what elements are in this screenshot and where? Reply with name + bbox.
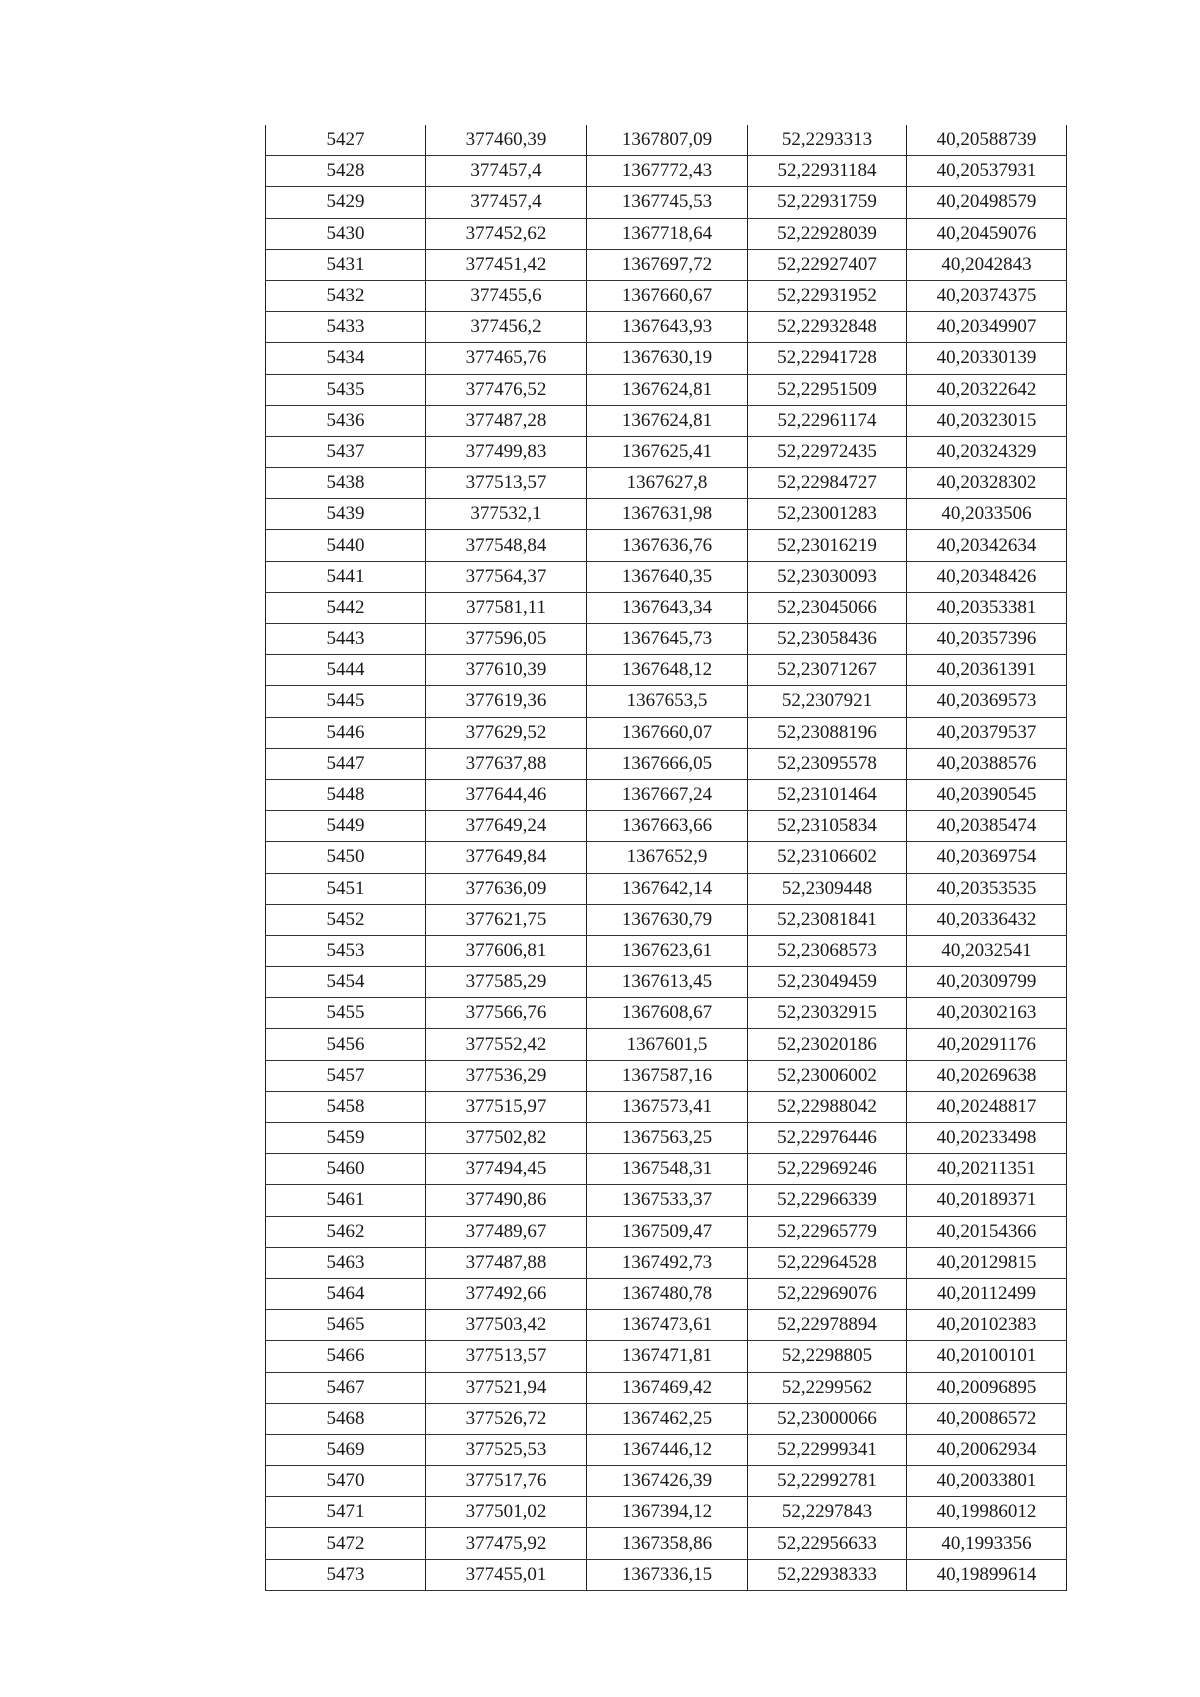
x-coordinate-cell: 377548,84	[426, 530, 587, 561]
table-row	[266, 218, 1067, 249]
y-coordinate-cell: 1367636,76	[587, 530, 748, 561]
latitude-cell: 52,23101464	[748, 779, 907, 810]
point-number-cell: 5455	[266, 998, 426, 1029]
table-row	[266, 561, 1067, 592]
longitude-cell: 40,20211351	[907, 1154, 1067, 1185]
latitude-cell: 52,2293313	[748, 125, 907, 156]
y-coordinate-cell: 1367627,8	[587, 468, 748, 499]
longitude-cell: 40,19899614	[907, 1559, 1067, 1590]
longitude-cell: 40,20498579	[907, 187, 1067, 218]
point-number-cell: 5457	[266, 1060, 426, 1091]
y-coordinate-cell: 1367473,61	[587, 1310, 748, 1341]
y-coordinate-cell: 1367667,24	[587, 779, 748, 810]
table-row	[266, 1372, 1067, 1403]
latitude-cell: 52,23106602	[748, 842, 907, 873]
latitude-cell: 52,23071267	[748, 655, 907, 686]
point-number-cell: 5467	[266, 1372, 426, 1403]
y-coordinate-cell: 1367608,67	[587, 998, 748, 1029]
y-coordinate-cell: 1367613,45	[587, 967, 748, 998]
longitude-cell: 40,20033801	[907, 1466, 1067, 1497]
table-body	[266, 125, 1067, 1590]
x-coordinate-cell: 377451,42	[426, 249, 587, 280]
y-coordinate-cell: 1367573,41	[587, 1091, 748, 1122]
y-coordinate-cell: 1367631,98	[587, 499, 748, 530]
longitude-cell: 40,20374375	[907, 280, 1067, 311]
y-coordinate-cell: 1367492,73	[587, 1247, 748, 1278]
x-coordinate-cell: 377455,6	[426, 280, 587, 311]
latitude-cell: 52,23045066	[748, 592, 907, 623]
longitude-cell: 40,20385474	[907, 811, 1067, 842]
point-number-cell: 5458	[266, 1091, 426, 1122]
table-row	[266, 436, 1067, 467]
point-number-cell: 5466	[266, 1341, 426, 1372]
latitude-cell: 52,23016219	[748, 530, 907, 561]
table-row	[266, 655, 1067, 686]
x-coordinate-cell: 377564,37	[426, 561, 587, 592]
table-row	[266, 405, 1067, 436]
point-number-cell: 5433	[266, 312, 426, 343]
y-coordinate-cell: 1367645,73	[587, 624, 748, 655]
x-coordinate-cell: 377610,39	[426, 655, 587, 686]
x-coordinate-cell: 377566,76	[426, 998, 587, 1029]
latitude-cell: 52,22988042	[748, 1091, 907, 1122]
point-number-cell: 5463	[266, 1247, 426, 1278]
point-number-cell: 5461	[266, 1185, 426, 1216]
x-coordinate-cell: 377502,82	[426, 1123, 587, 1154]
latitude-cell: 52,22938333	[748, 1559, 907, 1590]
table-row	[266, 1247, 1067, 1278]
point-number-cell: 5444	[266, 655, 426, 686]
x-coordinate-cell: 377476,52	[426, 374, 587, 405]
x-coordinate-cell: 377475,92	[426, 1528, 587, 1559]
point-number-cell: 5453	[266, 935, 426, 966]
point-number-cell: 5445	[266, 686, 426, 717]
table-row	[266, 998, 1067, 1029]
longitude-cell: 40,20353381	[907, 592, 1067, 623]
latitude-cell: 52,23105834	[748, 811, 907, 842]
x-coordinate-cell: 377637,88	[426, 748, 587, 779]
latitude-cell: 52,22969246	[748, 1154, 907, 1185]
longitude-cell: 40,20342634	[907, 530, 1067, 561]
latitude-cell: 52,22928039	[748, 218, 907, 249]
latitude-cell: 52,23000066	[748, 1403, 907, 1434]
y-coordinate-cell: 1367652,9	[587, 842, 748, 873]
x-coordinate-cell: 377499,83	[426, 436, 587, 467]
longitude-cell: 40,20459076	[907, 218, 1067, 249]
point-number-cell: 5449	[266, 811, 426, 842]
longitude-cell: 40,20588739	[907, 125, 1067, 156]
table-row	[266, 935, 1067, 966]
latitude-cell: 52,22941728	[748, 343, 907, 374]
table-row	[266, 1497, 1067, 1528]
latitude-cell: 52,22965779	[748, 1216, 907, 1247]
point-number-cell: 5431	[266, 249, 426, 280]
latitude-cell: 52,23049459	[748, 967, 907, 998]
longitude-cell: 40,20388576	[907, 748, 1067, 779]
longitude-cell: 40,20324329	[907, 436, 1067, 467]
longitude-cell: 40,20269638	[907, 1060, 1067, 1091]
y-coordinate-cell: 1367623,61	[587, 935, 748, 966]
latitude-cell: 52,22992781	[748, 1466, 907, 1497]
point-number-cell: 5439	[266, 499, 426, 530]
y-coordinate-cell: 1367643,34	[587, 592, 748, 623]
latitude-cell: 52,22931184	[748, 156, 907, 187]
longitude-cell: 40,20112499	[907, 1278, 1067, 1309]
x-coordinate-cell: 377581,11	[426, 592, 587, 623]
latitude-cell: 52,22927407	[748, 249, 907, 280]
point-number-cell: 5429	[266, 187, 426, 218]
y-coordinate-cell: 1367640,35	[587, 561, 748, 592]
table-row	[266, 1185, 1067, 1216]
point-number-cell: 5435	[266, 374, 426, 405]
latitude-cell: 52,23032915	[748, 998, 907, 1029]
longitude-cell: 40,20369573	[907, 686, 1067, 717]
table-row	[266, 249, 1067, 280]
y-coordinate-cell: 1367625,41	[587, 436, 748, 467]
y-coordinate-cell: 1367772,43	[587, 156, 748, 187]
longitude-cell: 40,20189371	[907, 1185, 1067, 1216]
x-coordinate-cell: 377457,4	[426, 156, 587, 187]
x-coordinate-cell: 377513,57	[426, 1341, 587, 1372]
longitude-cell: 40,20349907	[907, 312, 1067, 343]
latitude-cell: 52,23088196	[748, 717, 907, 748]
table-row	[266, 1310, 1067, 1341]
x-coordinate-cell: 377532,1	[426, 499, 587, 530]
table-row	[266, 374, 1067, 405]
table-row	[266, 624, 1067, 655]
longitude-cell: 40,2033506	[907, 499, 1067, 530]
x-coordinate-cell: 377487,28	[426, 405, 587, 436]
longitude-cell: 40,20328302	[907, 468, 1067, 499]
point-number-cell: 5459	[266, 1123, 426, 1154]
latitude-cell: 52,22978894	[748, 1310, 907, 1341]
y-coordinate-cell: 1367336,15	[587, 1559, 748, 1590]
x-coordinate-cell: 377487,88	[426, 1247, 587, 1278]
point-number-cell: 5440	[266, 530, 426, 561]
x-coordinate-cell: 377526,72	[426, 1403, 587, 1434]
table-row	[266, 530, 1067, 561]
latitude-cell: 52,22999341	[748, 1434, 907, 1465]
y-coordinate-cell: 1367666,05	[587, 748, 748, 779]
point-number-cell: 5469	[266, 1434, 426, 1465]
table-row	[266, 312, 1067, 343]
longitude-cell: 40,20348426	[907, 561, 1067, 592]
longitude-cell: 40,20361391	[907, 655, 1067, 686]
x-coordinate-cell: 377629,52	[426, 717, 587, 748]
x-coordinate-cell: 377536,29	[426, 1060, 587, 1091]
y-coordinate-cell: 1367663,66	[587, 811, 748, 842]
x-coordinate-cell: 377457,4	[426, 187, 587, 218]
latitude-cell: 52,23030093	[748, 561, 907, 592]
point-number-cell: 5430	[266, 218, 426, 249]
longitude-cell: 40,20379537	[907, 717, 1067, 748]
point-number-cell: 5441	[266, 561, 426, 592]
point-number-cell: 5465	[266, 1310, 426, 1341]
table-row	[266, 156, 1067, 187]
y-coordinate-cell: 1367624,81	[587, 405, 748, 436]
x-coordinate-cell: 377521,94	[426, 1372, 587, 1403]
x-coordinate-cell: 377492,66	[426, 1278, 587, 1309]
x-coordinate-cell: 377606,81	[426, 935, 587, 966]
x-coordinate-cell: 377513,57	[426, 468, 587, 499]
latitude-cell: 52,22964528	[748, 1247, 907, 1278]
x-coordinate-cell: 377585,29	[426, 967, 587, 998]
y-coordinate-cell: 1367697,72	[587, 249, 748, 280]
longitude-cell: 40,20369754	[907, 842, 1067, 873]
table-row	[266, 1154, 1067, 1185]
latitude-cell: 52,22961174	[748, 405, 907, 436]
y-coordinate-cell: 1367446,12	[587, 1434, 748, 1465]
longitude-cell: 40,20233498	[907, 1123, 1067, 1154]
coordinates-table	[265, 125, 1067, 1591]
point-number-cell: 5434	[266, 343, 426, 374]
longitude-cell: 40,20353535	[907, 873, 1067, 904]
y-coordinate-cell: 1367807,09	[587, 125, 748, 156]
x-coordinate-cell: 377465,76	[426, 343, 587, 374]
latitude-cell: 52,22984727	[748, 468, 907, 499]
y-coordinate-cell: 1367462,25	[587, 1403, 748, 1434]
longitude-cell: 40,20102383	[907, 1310, 1067, 1341]
y-coordinate-cell: 1367471,81	[587, 1341, 748, 1372]
longitude-cell: 40,20330139	[907, 343, 1067, 374]
x-coordinate-cell: 377452,62	[426, 218, 587, 249]
longitude-cell: 40,1993356	[907, 1528, 1067, 1559]
point-number-cell: 5443	[266, 624, 426, 655]
latitude-cell: 52,23081841	[748, 904, 907, 935]
x-coordinate-cell: 377517,76	[426, 1466, 587, 1497]
x-coordinate-cell: 377455,01	[426, 1559, 587, 1590]
y-coordinate-cell: 1367642,14	[587, 873, 748, 904]
y-coordinate-cell: 1367426,39	[587, 1466, 748, 1497]
point-number-cell: 5464	[266, 1278, 426, 1309]
longitude-cell: 40,19986012	[907, 1497, 1067, 1528]
table-row	[266, 1278, 1067, 1309]
latitude-cell: 52,23095578	[748, 748, 907, 779]
point-number-cell: 5451	[266, 873, 426, 904]
y-coordinate-cell: 1367563,25	[587, 1123, 748, 1154]
x-coordinate-cell: 377456,2	[426, 312, 587, 343]
y-coordinate-cell: 1367394,12	[587, 1497, 748, 1528]
latitude-cell: 52,2299562	[748, 1372, 907, 1403]
table-row	[266, 1029, 1067, 1060]
point-number-cell: 5438	[266, 468, 426, 499]
table-row	[266, 811, 1067, 842]
point-number-cell: 5450	[266, 842, 426, 873]
latitude-cell: 52,22951509	[748, 374, 907, 405]
x-coordinate-cell: 377552,42	[426, 1029, 587, 1060]
latitude-cell: 52,22969076	[748, 1278, 907, 1309]
latitude-cell: 52,22966339	[748, 1185, 907, 1216]
latitude-cell: 52,23001283	[748, 499, 907, 530]
y-coordinate-cell: 1367643,93	[587, 312, 748, 343]
longitude-cell: 40,20154366	[907, 1216, 1067, 1247]
y-coordinate-cell: 1367630,79	[587, 904, 748, 935]
latitude-cell: 52,23058436	[748, 624, 907, 655]
longitude-cell: 40,20309799	[907, 967, 1067, 998]
table-row	[266, 499, 1067, 530]
point-number-cell: 5428	[266, 156, 426, 187]
y-coordinate-cell: 1367358,86	[587, 1528, 748, 1559]
table-row	[266, 280, 1067, 311]
y-coordinate-cell: 1367469,42	[587, 1372, 748, 1403]
latitude-cell: 52,23068573	[748, 935, 907, 966]
table-row	[266, 1466, 1067, 1497]
table-row	[266, 873, 1067, 904]
y-coordinate-cell: 1367648,12	[587, 655, 748, 686]
latitude-cell: 52,2309448	[748, 873, 907, 904]
x-coordinate-cell: 377525,53	[426, 1434, 587, 1465]
latitude-cell: 52,23020186	[748, 1029, 907, 1060]
point-number-cell: 5442	[266, 592, 426, 623]
x-coordinate-cell: 377649,24	[426, 811, 587, 842]
point-number-cell: 5470	[266, 1466, 426, 1497]
x-coordinate-cell: 377621,75	[426, 904, 587, 935]
y-coordinate-cell: 1367660,07	[587, 717, 748, 748]
y-coordinate-cell: 1367660,67	[587, 280, 748, 311]
point-number-cell: 5456	[266, 1029, 426, 1060]
longitude-cell: 40,20537931	[907, 156, 1067, 187]
table-row	[266, 1123, 1067, 1154]
point-number-cell: 5454	[266, 967, 426, 998]
y-coordinate-cell: 1367624,81	[587, 374, 748, 405]
point-number-cell: 5447	[266, 748, 426, 779]
point-number-cell: 5473	[266, 1559, 426, 1590]
longitude-cell: 40,20302163	[907, 998, 1067, 1029]
table-row	[266, 1341, 1067, 1372]
x-coordinate-cell: 377490,86	[426, 1185, 587, 1216]
longitude-cell: 40,20291176	[907, 1029, 1067, 1060]
longitude-cell: 40,2032541	[907, 935, 1067, 966]
point-number-cell: 5452	[266, 904, 426, 935]
latitude-cell: 52,22972435	[748, 436, 907, 467]
longitude-cell: 40,20062934	[907, 1434, 1067, 1465]
x-coordinate-cell: 377619,36	[426, 686, 587, 717]
table-row	[266, 1434, 1067, 1465]
longitude-cell: 40,20100101	[907, 1341, 1067, 1372]
latitude-cell: 52,22931952	[748, 280, 907, 311]
longitude-cell: 40,20248817	[907, 1091, 1067, 1122]
point-number-cell: 5448	[266, 779, 426, 810]
x-coordinate-cell: 377596,05	[426, 624, 587, 655]
table-row	[266, 748, 1067, 779]
y-coordinate-cell: 1367587,16	[587, 1060, 748, 1091]
y-coordinate-cell: 1367480,78	[587, 1278, 748, 1309]
y-coordinate-cell: 1367548,31	[587, 1154, 748, 1185]
latitude-cell: 52,22976446	[748, 1123, 907, 1154]
y-coordinate-cell: 1367533,37	[587, 1185, 748, 1216]
point-number-cell: 5462	[266, 1216, 426, 1247]
table-row	[266, 468, 1067, 499]
table-row	[266, 686, 1067, 717]
point-number-cell: 5446	[266, 717, 426, 748]
latitude-cell: 52,2298805	[748, 1341, 907, 1372]
y-coordinate-cell: 1367718,64	[587, 218, 748, 249]
y-coordinate-cell: 1367601,5	[587, 1029, 748, 1060]
x-coordinate-cell: 377636,09	[426, 873, 587, 904]
x-coordinate-cell: 377503,42	[426, 1310, 587, 1341]
table-row	[266, 1403, 1067, 1434]
latitude-cell: 52,2297843	[748, 1497, 907, 1528]
table-row	[266, 187, 1067, 218]
x-coordinate-cell: 377489,67	[426, 1216, 587, 1247]
x-coordinate-cell: 377644,46	[426, 779, 587, 810]
longitude-cell: 40,20323015	[907, 405, 1067, 436]
longitude-cell: 40,20336432	[907, 904, 1067, 935]
point-number-cell: 5460	[266, 1154, 426, 1185]
table-row	[266, 125, 1067, 156]
table-row	[266, 343, 1067, 374]
latitude-cell: 52,23006002	[748, 1060, 907, 1091]
x-coordinate-cell: 377649,84	[426, 842, 587, 873]
x-coordinate-cell: 377515,97	[426, 1091, 587, 1122]
table-row	[266, 1559, 1067, 1590]
point-number-cell: 5432	[266, 280, 426, 311]
longitude-cell: 40,20322642	[907, 374, 1067, 405]
point-number-cell: 5471	[266, 1497, 426, 1528]
y-coordinate-cell: 1367745,53	[587, 187, 748, 218]
x-coordinate-cell: 377460,39	[426, 125, 587, 156]
latitude-cell: 52,22932848	[748, 312, 907, 343]
point-number-cell: 5436	[266, 405, 426, 436]
point-number-cell: 5427	[266, 125, 426, 156]
latitude-cell: 52,22931759	[748, 187, 907, 218]
table-row	[266, 1216, 1067, 1247]
table-row	[266, 592, 1067, 623]
table-row	[266, 717, 1067, 748]
longitude-cell: 40,20390545	[907, 779, 1067, 810]
longitude-cell: 40,20357396	[907, 624, 1067, 655]
table-row	[266, 1060, 1067, 1091]
table-row	[266, 904, 1067, 935]
table-row	[266, 779, 1067, 810]
latitude-cell: 52,22956633	[748, 1528, 907, 1559]
longitude-cell: 40,20129815	[907, 1247, 1067, 1278]
x-coordinate-cell: 377501,02	[426, 1497, 587, 1528]
table-row	[266, 967, 1067, 998]
table-row	[266, 1091, 1067, 1122]
point-number-cell: 5468	[266, 1403, 426, 1434]
longitude-cell: 40,20096895	[907, 1372, 1067, 1403]
x-coordinate-cell: 377494,45	[426, 1154, 587, 1185]
table-row	[266, 1528, 1067, 1559]
point-number-cell: 5472	[266, 1528, 426, 1559]
point-number-cell: 5437	[266, 436, 426, 467]
latitude-cell: 52,2307921	[748, 686, 907, 717]
y-coordinate-cell: 1367653,5	[587, 686, 748, 717]
longitude-cell: 40,2042843	[907, 249, 1067, 280]
table-row	[266, 842, 1067, 873]
y-coordinate-cell: 1367509,47	[587, 1216, 748, 1247]
y-coordinate-cell: 1367630,19	[587, 343, 748, 374]
longitude-cell: 40,20086572	[907, 1403, 1067, 1434]
